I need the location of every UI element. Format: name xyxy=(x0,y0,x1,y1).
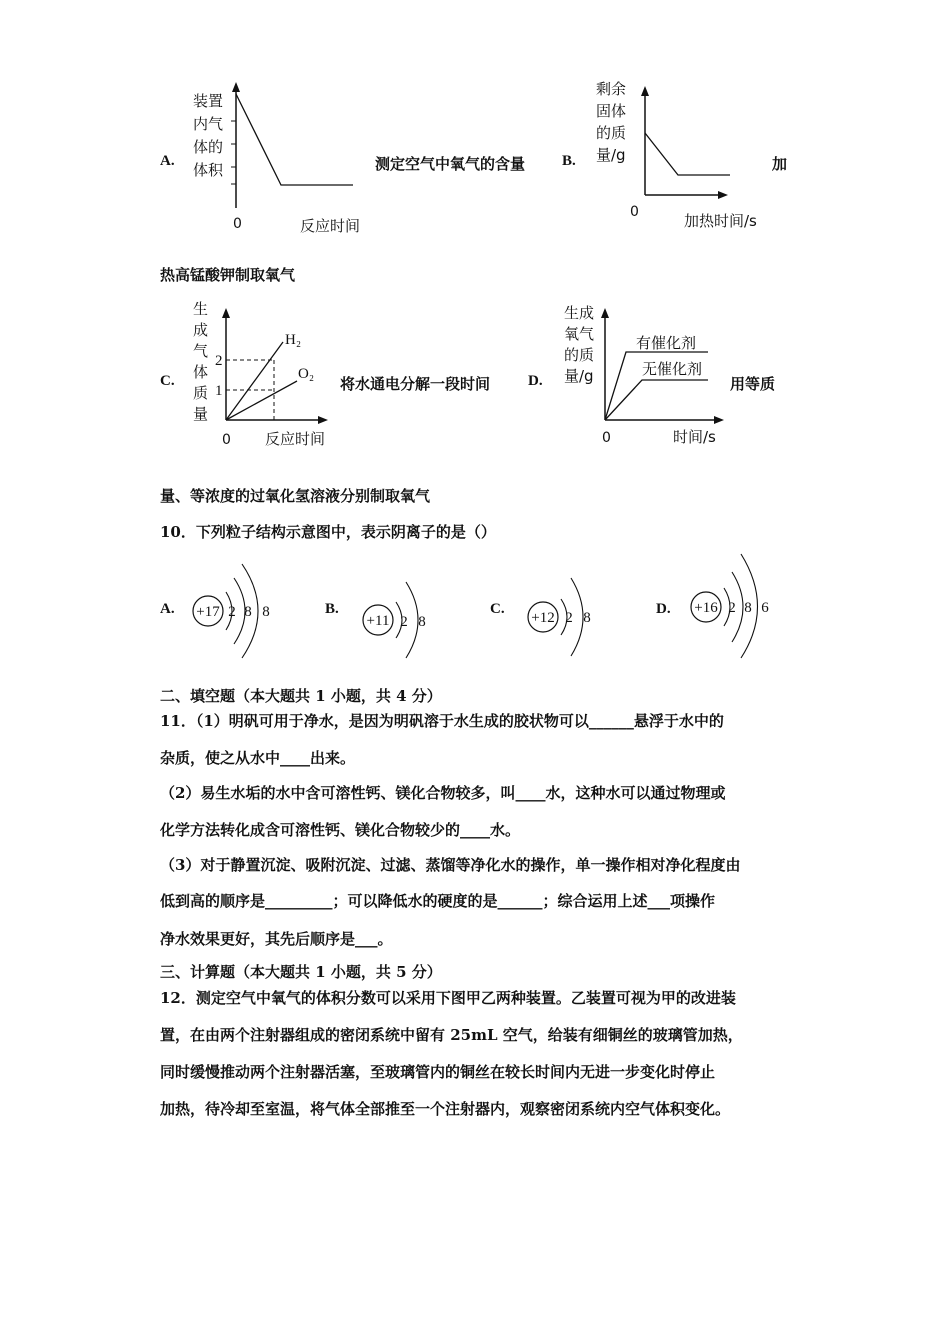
q11-line-6: 低到高的顺序是_________；可以降低水的硬度的是______；综合运用上述___项操作 xyxy=(160,892,716,910)
q10-atom-c-nucleus-label: +12 xyxy=(531,610,555,626)
graph-c-o2-line xyxy=(226,381,297,420)
option-b-caption-tail: 加 xyxy=(772,155,788,173)
graph-d-no-catalyst-curve xyxy=(605,380,708,420)
graph-d-origin: 0 xyxy=(602,430,611,446)
graph-c-x-arrow xyxy=(318,416,328,424)
graph-b-y-arrow xyxy=(641,86,649,96)
graph-d-ylabel-3: 的质 xyxy=(564,346,595,364)
q10-atom-b-electrons-2: 8 xyxy=(418,614,426,630)
option-a-caption: 测定空气中氧气的含量 xyxy=(375,155,526,173)
graph-a-origin: 0 xyxy=(233,216,242,232)
graph-d-ylabel-1: 生成 xyxy=(564,304,595,322)
q10-atom-b-nucleus-label: +11 xyxy=(366,613,390,629)
q10-atom-a xyxy=(186,558,276,668)
q10-atom-a-electrons-2: 8 xyxy=(244,604,252,620)
q10-option-b-label: B. xyxy=(325,601,339,617)
q12-line-3: 同时缓慢推动两个注射器活塞，至玻璃管内的铜丝在较长时间内无进一步变化时停止 xyxy=(160,1063,716,1081)
graph-d-x-arrow xyxy=(714,416,724,424)
section-2-heading: 二、填空题（本大题共 1 小题，共 4 分） xyxy=(160,687,442,705)
graph-b-ylabel-3: 的质 xyxy=(596,124,627,142)
q11-line-2: 杂质，使之从水中____出来。 xyxy=(160,749,356,767)
graph-d-ylabel-4: 量/g xyxy=(564,367,594,385)
q12-line-4: 加热，待冷却至室温，将气体全部推至一个注射器内，观察密闭系统内空气体积变化。 xyxy=(160,1100,731,1118)
graph-d-ylabel-2: 氧气 xyxy=(564,325,595,343)
graph-b-ylabel-2: 固体 xyxy=(596,102,627,120)
graph-b-origin: 0 xyxy=(630,204,639,220)
q10-atom-b xyxy=(356,572,436,662)
graph-a-ylabel-1: 装置 xyxy=(193,92,224,110)
graph-c-origin: 0 xyxy=(222,432,231,448)
graph-a-ylabel-2: 内气 xyxy=(193,115,224,133)
graph-a-y-arrow xyxy=(232,82,240,92)
graph-c-ylabel-5: 质 xyxy=(193,384,209,402)
q10-atom-d-electrons-3: 6 xyxy=(761,600,769,616)
option-b-caption-continued: 热高锰酸钾制取氧气 xyxy=(160,266,296,284)
graph-c-tick-1: 1 xyxy=(215,383,223,399)
graph-b-x-arrow xyxy=(718,191,728,199)
q11-line-3: （2）易生水垢的水中含可溶性钙、镁化合物较多，叫____水，这种水可以通过物理或 xyxy=(160,784,726,802)
q10-atom-c xyxy=(521,568,601,658)
q10-stem: 10．下列粒子结构示意图中，表示阴离子的是（） xyxy=(160,523,496,541)
graph-a-ylabel-4: 体积 xyxy=(193,161,224,179)
graph-a-curve xyxy=(236,94,353,185)
q10-option-d-label: D. xyxy=(656,601,671,617)
q10-atom-b-electrons-1: 2 xyxy=(400,614,408,630)
option-c-caption: 将水通电分解一段时间 xyxy=(340,375,491,393)
q11-line-4: 化学方法转化成含可溶性钙、镁化合物较少的____水。 xyxy=(160,821,521,839)
graph-a xyxy=(185,80,365,240)
q11-line-1: 11．（1）明矾可用于净水，是因为明矾溶于水生成的胶状物可以______悬浮于水中的 xyxy=(160,712,724,730)
graph-c-xlabel: 反应时间 xyxy=(265,430,326,448)
graph-c xyxy=(185,298,345,454)
q10-atom-d-electrons-2: 8 xyxy=(744,600,752,616)
option-d-caption-continued: 量、等浓度的过氧化氢溶液分别制取氧气 xyxy=(160,487,431,505)
graph-d xyxy=(560,300,730,450)
q10-atom-d-nucleus-label: +16 xyxy=(694,600,718,616)
graph-b-ylabel-4: 量/g xyxy=(596,146,626,164)
graph-d-no-catalyst-label: 无催化剂 xyxy=(642,360,703,378)
q10-atom-d-electrons-1: 2 xyxy=(728,600,736,616)
graph-c-ylabel-2: 成 xyxy=(193,321,209,339)
graph-d-y-arrow xyxy=(601,308,609,318)
option-a-label: A. xyxy=(160,153,175,169)
graph-c-y-arrow xyxy=(222,308,230,318)
graph-c-h2-label: H₂ xyxy=(285,332,302,348)
option-d-caption-tail: 用等质 xyxy=(730,375,776,393)
q10-atom-d xyxy=(684,550,776,660)
graph-d-catalyst-label: 有催化剂 xyxy=(636,334,697,352)
graph-a-xlabel: 反应时间 xyxy=(300,217,361,235)
graph-c-tick-2: 2 xyxy=(215,353,223,369)
section-3-heading: 三、计算题（本大题共 1 小题，共 5 分） xyxy=(160,963,442,981)
graph-a-ylabel-3: 体的 xyxy=(193,138,224,156)
q10-atom-a-electrons-3: 8 xyxy=(262,604,270,620)
graph-b xyxy=(592,78,782,238)
q11-line-5: （3）对于静置沉淀、吸附沉淀、过滤、蒸馏等净化水的操作，单一操作相对净化程度由 xyxy=(160,856,741,874)
graph-d-xlabel: 时间/s xyxy=(673,428,716,446)
graph-c-ylabel-3: 气 xyxy=(193,342,209,360)
graph-c-o2-label: O₂ xyxy=(298,366,315,382)
q12-line-2: 置，在由两个注射器组成的密闭系统中留有 25mL 空气，给装有细铜丝的玻璃管加热， xyxy=(160,1026,743,1044)
q10-atom-c-electrons-1: 2 xyxy=(565,610,573,626)
option-b-label: B. xyxy=(562,153,576,169)
q10-option-a-label: A. xyxy=(160,601,175,617)
q10-atom-c-shell-2 xyxy=(571,578,583,656)
q10-atom-a-nucleus-label: +17 xyxy=(196,604,220,620)
q10-option-c-label: C. xyxy=(490,601,505,617)
graph-b-curve xyxy=(645,133,730,175)
q12-line-1: 12．测定空气中氧气的体积分数可以采用下图甲乙两种装置。乙装置可视为甲的改进装 xyxy=(160,989,736,1007)
q10-atom-b-shell-2 xyxy=(406,582,418,658)
graph-c-ylabel-6: 量 xyxy=(193,405,209,423)
q11-line-7: 净水效果更好，其先后顺序是___。 xyxy=(160,930,393,948)
graph-b-ylabel-1: 剩余 xyxy=(596,80,627,98)
q10-atom-c-electrons-2: 8 xyxy=(583,610,591,626)
graph-c-ylabel-1: 生 xyxy=(193,300,209,318)
option-c-label: C. xyxy=(160,373,175,389)
graph-c-ylabel-4: 体 xyxy=(193,363,209,381)
q10-atom-a-electrons-1: 2 xyxy=(228,604,236,620)
graph-b-xlabel: 加热时间/s xyxy=(684,212,757,230)
option-d-label: D. xyxy=(528,373,543,389)
